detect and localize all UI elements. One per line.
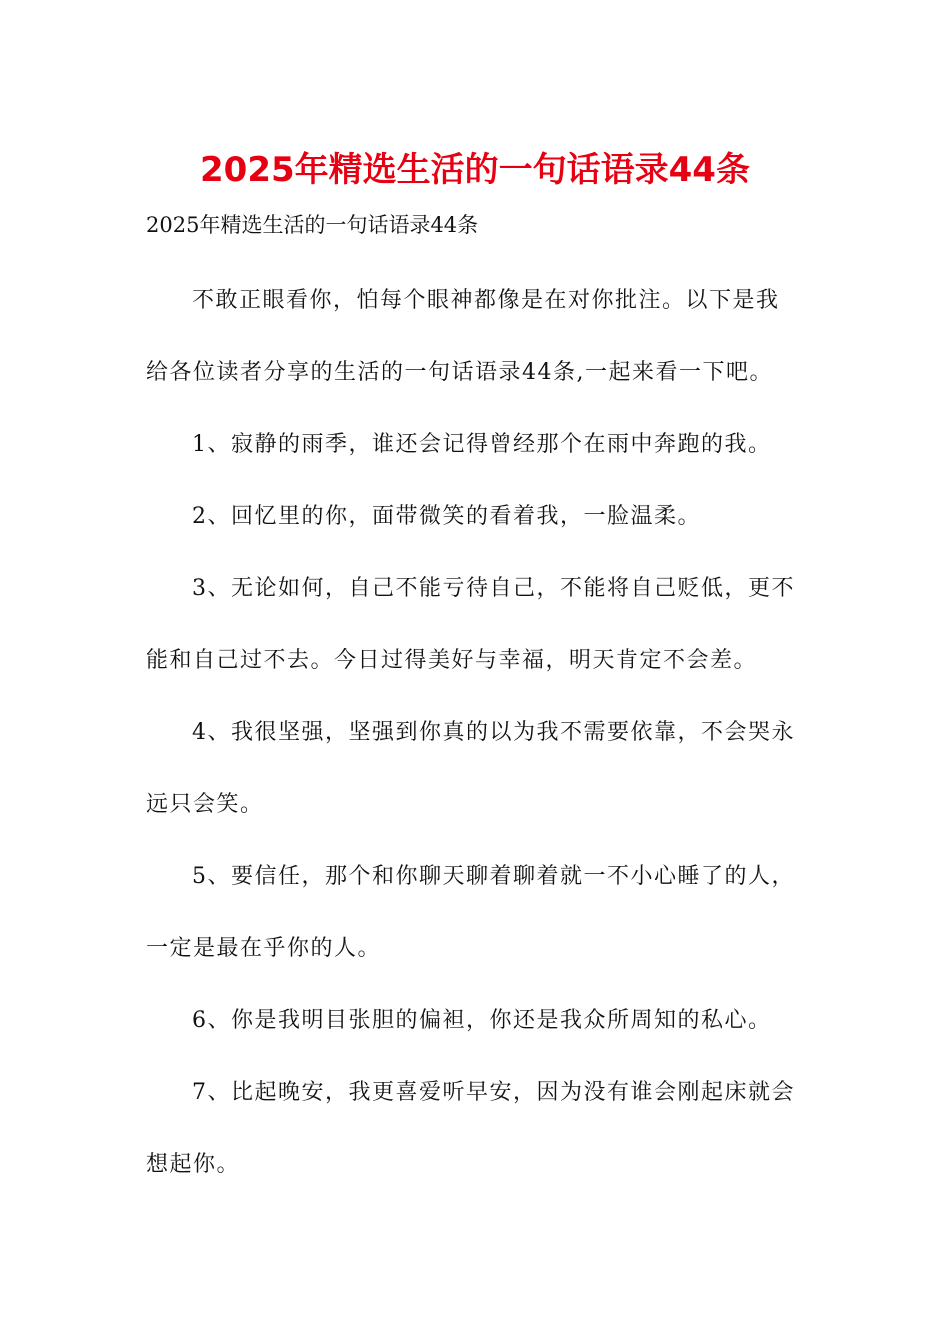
paragraph-line: 4、我很坚强，坚强到你真的以为我不需要依靠，不会哭永 bbox=[192, 720, 795, 745]
paragraph-line: 能和自己过不去。今日过得美好与幸福，明天肯定不会差。 bbox=[146, 648, 758, 673]
paragraph-line: 7、比起晚安，我更喜爱听早安，因为没有谁会刚起床就会 bbox=[192, 1080, 795, 1105]
paragraph bbox=[146, 714, 806, 823]
paragraph bbox=[146, 570, 806, 679]
paragraph-line: 想起你。 bbox=[146, 1152, 241, 1177]
document-title: 2025年精选生活的一句话语录44条 bbox=[200, 150, 750, 190]
paragraph-line: 5、要信任，那个和你聊天聊着聊着就一不小心睡了的人， bbox=[192, 864, 795, 889]
paragraph bbox=[146, 1074, 806, 1183]
paragraph-line: 远只会笑。 bbox=[146, 792, 264, 817]
paragraph-line: 6、你是我明目张胆的偏袒，你还是我众所周知的私心。 bbox=[192, 1008, 772, 1033]
paragraph bbox=[146, 426, 806, 463]
paragraph-line: 不敢正眼看你，怕每个眼神都像是在对你批注。以下是我 bbox=[192, 288, 780, 313]
paragraph-line: 给各位读者分享的生活的一句话语录44条,一起来看一下吧。 bbox=[146, 360, 773, 385]
paragraph bbox=[146, 1002, 806, 1039]
paragraph-line: 2、回忆里的你，面带微笑的看着我，一脸温柔。 bbox=[192, 504, 701, 529]
paragraph-line: 一定是最在乎你的人。 bbox=[146, 936, 382, 961]
paragraph bbox=[146, 282, 806, 391]
paragraph-line: 1、寂静的雨季，谁还会记得曾经那个在雨中奔跑的我。 bbox=[192, 432, 772, 457]
document-body bbox=[146, 282, 806, 1218]
paragraph bbox=[146, 498, 806, 535]
paragraph bbox=[146, 858, 806, 967]
paragraph-line: 3、无论如何，自己不能亏待自己，不能将自己贬低，更不 bbox=[192, 576, 795, 601]
document-subtitle: 2025年精选生活的一句话语录44条 bbox=[146, 213, 479, 237]
